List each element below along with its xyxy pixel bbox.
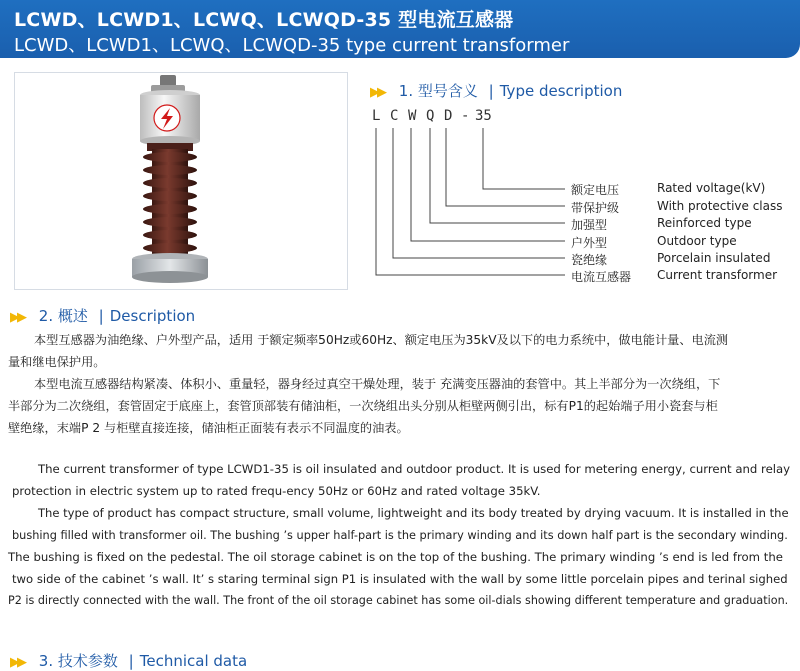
model-char-q: Q bbox=[426, 108, 435, 124]
section-1-title-cn: 型号含义 bbox=[417, 82, 478, 100]
insulator-sheds bbox=[143, 149, 197, 255]
cn-para2-line-2: 半部分为二次绕组，套管固定于底座上，套管顶部装有储油柜，一次绕组出头分别从柜壁两侧引出，标有P1的起始端子用小瓷套与柜 bbox=[8, 399, 718, 413]
en-para2-line-5: P2 is directly connected with the wall. The front of the oil storage cabinet has some oil-dials showing different temperature and graduation. bbox=[8, 594, 789, 607]
label-outdoor-cn: 户外型 bbox=[571, 236, 608, 250]
label-porcelain-cn: 瓷绝缘 bbox=[571, 253, 608, 267]
model-char-d: D bbox=[444, 108, 453, 124]
title-chinese: LCWD、LCWD1、LCWQ、LCWQD-35 型电流互感器 bbox=[14, 9, 514, 31]
label-rated-voltage-en: Rated voltage(kV) bbox=[657, 181, 766, 195]
en-para2-line-2: bushing filled with transformer oil. The bushing ’s upper half-part is the primary winding and its down half part is the secondary winding. bbox=[12, 528, 788, 542]
label-reinforced-en: Reinforced type bbox=[657, 216, 752, 230]
label-outdoor-en: Outdoor type bbox=[657, 234, 737, 248]
en-para2-line-4: two side of the cabinet ’s wall. It’ s staring terminal sign P1 is insulated with the wall by some little porcelain pipes and terinal sighed bbox=[12, 572, 788, 586]
label-current-transformer-cn: 电流互感器 bbox=[571, 270, 632, 284]
model-char-c: C bbox=[390, 108, 399, 124]
cn-para1-line-2: 量和继电保护用。 bbox=[8, 355, 106, 369]
section-1-number: 1. bbox=[398, 82, 414, 100]
description-en-paragraph-1 bbox=[8, 458, 792, 502]
label-porcelain-en: Porcelain insulated bbox=[657, 251, 771, 265]
description-cn-paragraph-1 bbox=[8, 329, 792, 373]
description-cn-paragraph-2 bbox=[8, 373, 792, 439]
product-photo bbox=[14, 72, 348, 290]
title-english: LCWD、LCWD1、LCWQ、LCWQD-35 type current transformer bbox=[14, 35, 570, 56]
section-2-number: 2. bbox=[38, 307, 54, 325]
section-2-separator: | bbox=[98, 307, 104, 325]
cn-para2-line-3: 壁绝缘，末端P 2 与柜壁直接连接，储油柜正面装有表示不同温度的油表。 bbox=[8, 421, 409, 435]
description-en-paragraph-2 bbox=[8, 502, 792, 612]
section-3-number: 3. bbox=[38, 652, 54, 670]
current-transformer-illustration bbox=[15, 73, 347, 289]
lightning-bolt-icon bbox=[154, 105, 180, 131]
label-current-transformer-en: Current transformer bbox=[657, 268, 778, 282]
model-char-w: W bbox=[408, 108, 417, 124]
section-3-title-en: Technical data bbox=[139, 652, 248, 670]
label-protective-cn: 带保护级 bbox=[571, 201, 620, 215]
label-protective-en: With protective class bbox=[657, 199, 783, 213]
en-para1-line-1: The current transformer of type LCWD1-35 is oil insulated and outdoor product. It is used for metering energy, current and relay bbox=[38, 462, 791, 476]
cn-para1-line-1: 本型互感器为油绝缘、户外型产品，适用 于额定频率50Hz或60Hz、额定电压为35kV及以下的电力系统中，做电能计量、电流测 bbox=[34, 333, 729, 347]
label-rated-voltage-cn: 额定电压 bbox=[571, 183, 620, 197]
model-char-l: L bbox=[372, 108, 381, 124]
double-arrow-icon: ▶▶ bbox=[370, 85, 384, 100]
double-arrow-icon: ▶▶ bbox=[10, 655, 24, 670]
model-char-dash: - bbox=[461, 108, 470, 124]
section-1-heading bbox=[370, 80, 622, 101]
en-para2-line-3: The bushing is fixed on the pedestal. The oil storage cabinet is on the top of the bushing. The primary winding ’s end is led from the bbox=[8, 550, 783, 564]
model-char-35: 35 bbox=[475, 108, 492, 124]
header-banner bbox=[0, 0, 800, 58]
double-arrow-icon: ▶▶ bbox=[10, 310, 24, 325]
label-reinforced-cn: 加强型 bbox=[571, 218, 608, 232]
section-1-separator: | bbox=[488, 82, 494, 100]
en-para2-line-1: The type of product has compact structure, small volume, lightweight and its body treated by drying vacuum. It is installed in the bbox=[38, 506, 789, 520]
cn-para2-line-1: 本型电流互感器结构紧凑、体积小、重量轻，器身经过真空干燥处理，装于 充满变压器油的套管中。其上半部分为一次绕组，下 bbox=[34, 377, 721, 391]
section-2-title-cn: 概述 bbox=[57, 307, 88, 325]
section-2-heading bbox=[10, 305, 195, 326]
en-para1-line-2: protection in electric system up to rated frequ-ency 50Hz or 60Hz and rated voltage 35kV. bbox=[12, 484, 541, 498]
section-3-title-cn: 技术参数 bbox=[57, 652, 118, 670]
section-3-separator: | bbox=[128, 652, 134, 670]
section-2-title-en: Description bbox=[109, 307, 196, 325]
section-1-title-en: Type description bbox=[499, 82, 623, 100]
